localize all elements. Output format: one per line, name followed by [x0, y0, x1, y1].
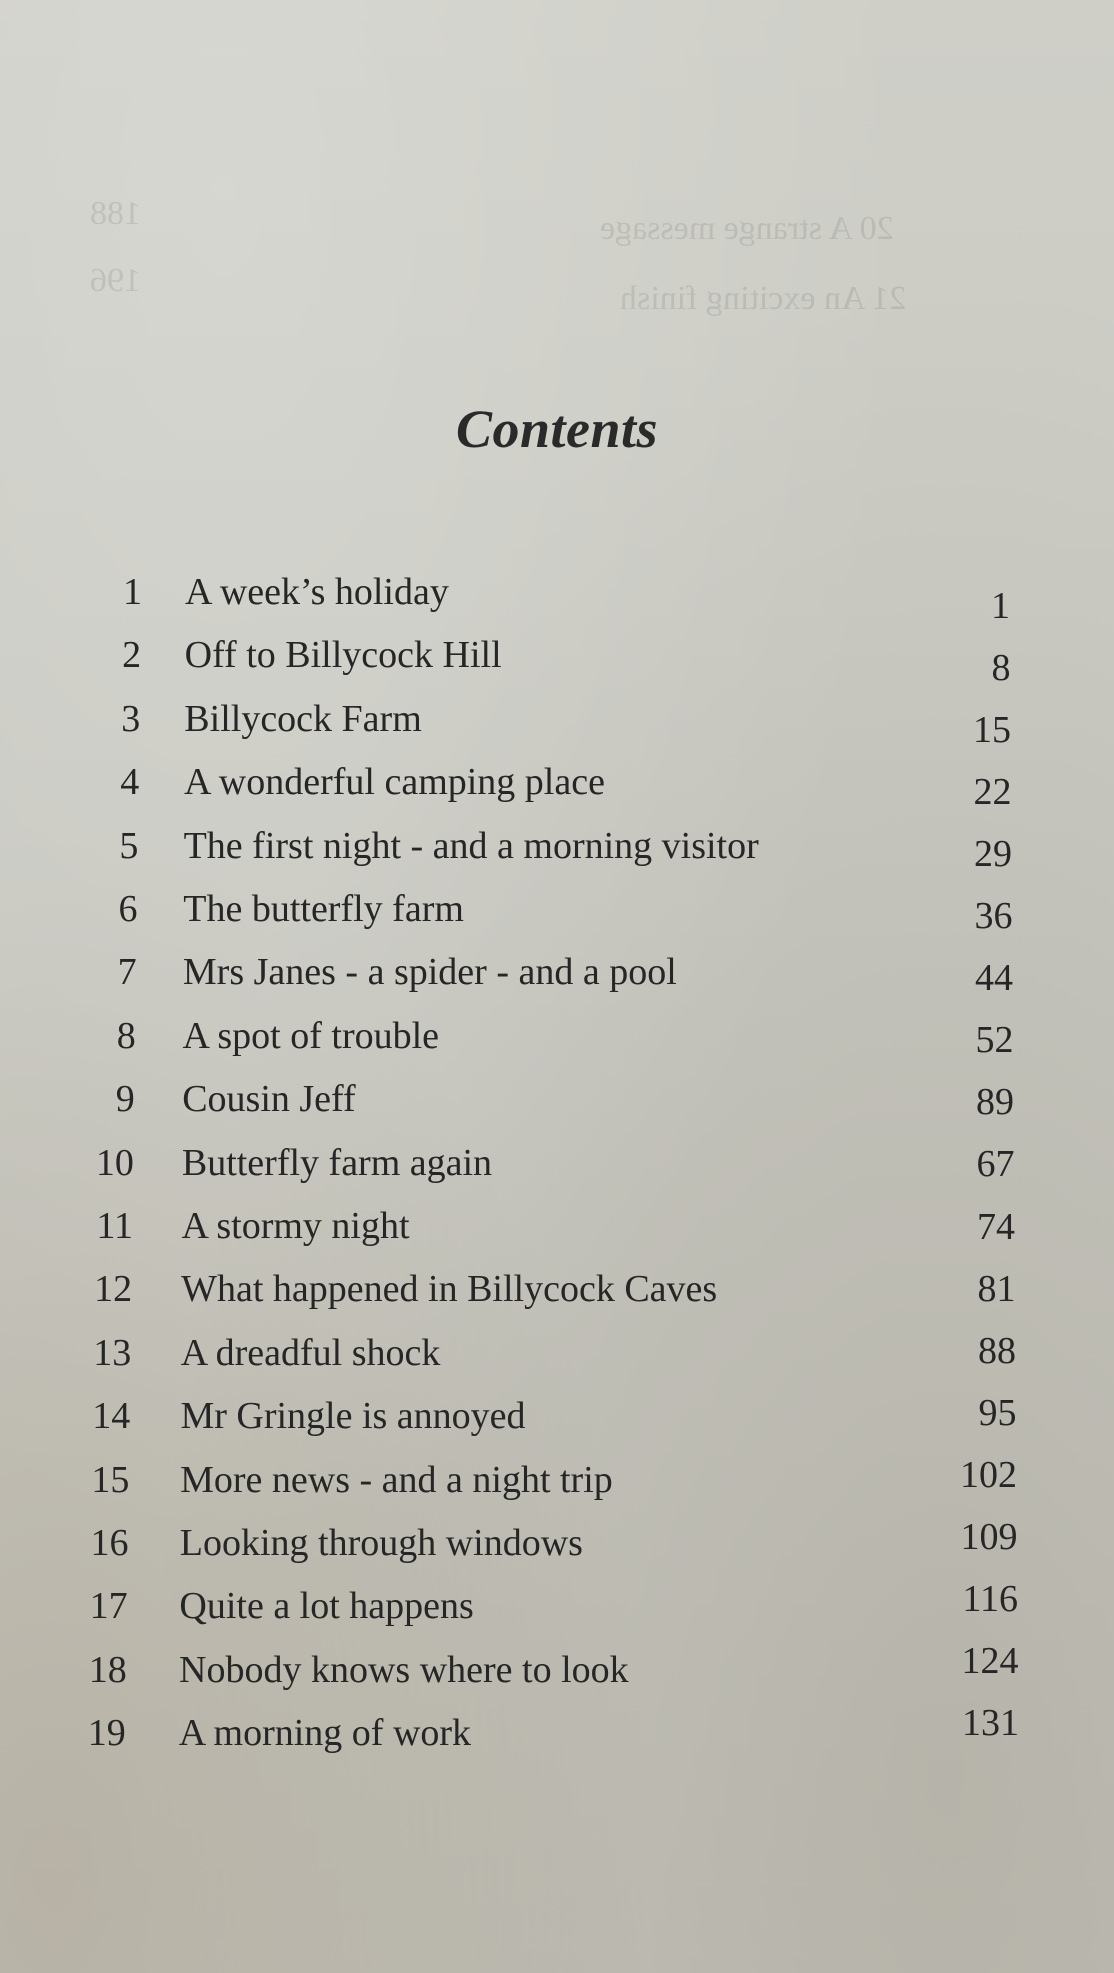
toc-entry — [0, 1014, 1114, 1070]
chapter-number: 7 — [117, 951, 137, 994]
chapter-number: 4 — [120, 761, 140, 804]
toc-entry — [0, 570, 1114, 626]
chapter-title: What happened in Billycock Caves — [181, 1268, 718, 1311]
toc-entry — [0, 1701, 1114, 1767]
chapter-title: The first night - and a morning visitor — [183, 824, 759, 867]
page-number: 1 — [991, 585, 1010, 627]
chapter-number: 5 — [119, 824, 139, 867]
toc-entry — [0, 1331, 1114, 1387]
toc-entry — [0, 633, 1114, 689]
page-number: 36 — [974, 895, 1013, 938]
chapter-number: 16 — [90, 1522, 129, 1564]
chapter-title: A morning of work — [178, 1712, 472, 1755]
chapter-number: 12 — [94, 1268, 133, 1311]
bleed-through-page-number: 196 — [90, 262, 141, 299]
toc-entry — [0, 1141, 1114, 1197]
chapter-number: 14 — [92, 1395, 131, 1438]
bleed-through-line: 20 A strange message — [600, 210, 894, 247]
chapter-number: 15 — [91, 1458, 130, 1501]
toc-entry — [0, 824, 1114, 880]
chapter-title: A wonderful camping place — [183, 761, 605, 804]
chapter-number: 3 — [121, 697, 141, 740]
page-number: 22 — [973, 771, 1012, 814]
chapter-title: Quite a lot happens — [179, 1585, 474, 1628]
chapter-title: Nobody knows where to look — [179, 1648, 629, 1691]
page-number: 88 — [978, 1329, 1016, 1372]
toc-entry — [0, 1577, 1114, 1640]
toc-entry — [0, 760, 1114, 816]
chapter-number: 8 — [116, 1014, 136, 1057]
page-number: 15 — [973, 709, 1011, 752]
toc-entry — [0, 1639, 1114, 1704]
chapter-number: 9 — [115, 1078, 135, 1121]
toc-entry — [0, 697, 1114, 753]
chapter-number: 1 — [123, 571, 142, 613]
chapter-number: 13 — [93, 1331, 132, 1374]
page-number: 52 — [975, 1019, 1014, 1062]
chapter-number: 17 — [89, 1585, 128, 1628]
chapter-title: Mrs Janes - a spider - and a pool — [182, 951, 677, 994]
chapter-title: Mr Gringle is annoyed — [180, 1395, 526, 1438]
toc-entry — [0, 1077, 1114, 1133]
chapter-number: 2 — [122, 634, 142, 677]
toc-entry — [0, 1453, 1114, 1514]
chapter-number: 10 — [95, 1141, 134, 1184]
chapter-number: 18 — [88, 1648, 127, 1691]
page-number: 116 — [962, 1577, 1018, 1620]
page-number: 44 — [975, 957, 1013, 1000]
chapter-title: Butterfly farm again — [181, 1141, 493, 1184]
page-number: 29 — [974, 833, 1012, 876]
page-number: 131 — [962, 1701, 1019, 1744]
toc-entry — [0, 1204, 1114, 1260]
chapter-title: Cousin Jeff — [182, 1078, 356, 1121]
bleed-through-line: 21 An exciting finish — [620, 280, 907, 317]
chapter-number: 6 — [118, 888, 138, 930]
chapter-title: The butterfly farm — [183, 888, 464, 930]
page-number: 81 — [977, 1267, 1016, 1310]
toc-entry — [0, 1391, 1114, 1450]
chapter-title: A stormy night — [181, 1205, 410, 1247]
chapter-title: A week’s holiday — [185, 571, 449, 613]
chapter-number: 19 — [87, 1712, 126, 1755]
page-number: 124 — [961, 1639, 1019, 1682]
page-number: 109 — [960, 1515, 1018, 1558]
page-number: 67 — [976, 1143, 1015, 1186]
page-title: Contents — [455, 399, 659, 459]
chapter-title: A spot of trouble — [182, 1014, 440, 1057]
chapter-title: Off to Billycock Hill — [184, 634, 502, 677]
page-number: 8 — [991, 647, 1011, 690]
bleed-through-page-number: 188 — [90, 195, 141, 232]
chapter-title: Billycock Farm — [184, 697, 422, 740]
chapter-title: A dreadful shock — [180, 1331, 441, 1374]
toc-entry — [0, 1267, 1114, 1323]
page-number: 95 — [978, 1391, 1017, 1434]
page-number: 102 — [960, 1453, 1017, 1496]
chapter-number: 11 — [96, 1205, 133, 1247]
page-number: 74 — [977, 1205, 1015, 1248]
toc-entry — [0, 887, 1114, 943]
page-number: 89 — [976, 1081, 1014, 1124]
toc-entry — [0, 950, 1114, 1006]
chapter-title: Looking through windows — [179, 1522, 583, 1564]
toc-entry — [0, 1515, 1114, 1577]
chapter-title: More news - and a night trip — [180, 1458, 613, 1501]
